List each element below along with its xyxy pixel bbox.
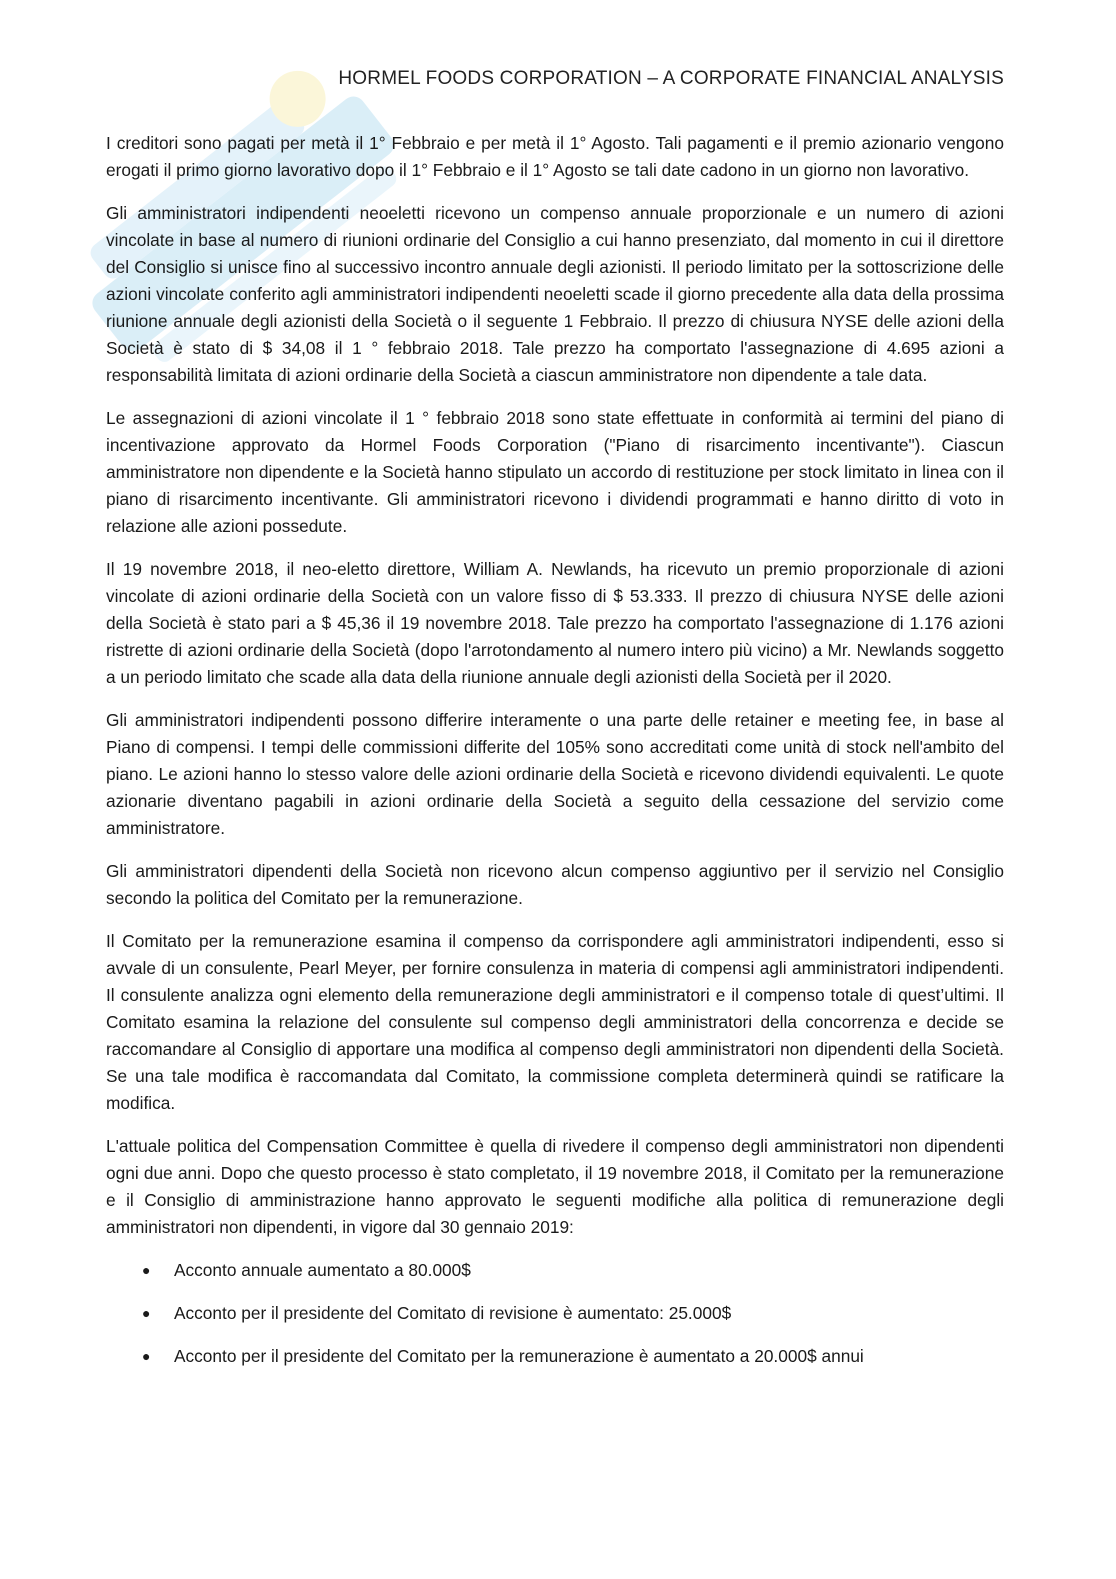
list-item xyxy=(106,1343,1004,1370)
bullet-icon: ● xyxy=(142,1262,151,1278)
paragraph: Gli amministratori indipendenti possono differire interamente o una parte delle retainer e meeting fee, in base al Piano di compensi. I tempi delle commissioni differite del 105% sono accreditati come unità di stock nell'ambito del piano. Le azioni hanno lo stesso valore delle azioni ordinarie della Società e ricevono dividendi equivalenti. Le quote azionarie diventano pagabili in azioni ordinarie della Società a seguito della cessazione del servizio come amministratore. xyxy=(106,710,1004,838)
list-item-text: Acconto per il presidente del Comitato di revisione è aumentato: 25.000$ xyxy=(174,1303,732,1323)
paragraph: Le assegnazioni di azioni vincolate il 1 ° febbraio 2018 sono state effettuate in conformità ai termini del piano di incentivazione approvato da Hormel Foods Corporation ("Piano di risarcimento incentivante"). Ciascun amministratore non dipendente e la Società hanno stipulato un accordo di restituzione per stock limitato in linea con il piano di risarcimento incentivante. Gli amministratori ricevono i dividendi programmati e hanno diritto di voto in relazione alle azioni possedute. xyxy=(106,408,1004,536)
paragraph: Il 19 novembre 2018, il neo-eletto direttore, William A. Newlands, ha ricevuto un premio proporzionale di azioni vincolate di azioni ordinarie della Società con un valore fisso di $ 53.333. Il prezzo di chiusura NYSE delle azioni della Società è stato pari a $ 45,36 il 19 novembre 2018. Tale prezzo ha comportato l'assegnazione di 1.176 azioni ristrette di azioni ordinarie della Società (dopo l'arrotondamento al numero intero più vicino) a Mr. Newlands soggetto a un periodo limitato che scade alla data della riunione annuale degli azionisti della Società per il 2020. xyxy=(106,559,1004,687)
bullet-list xyxy=(106,1257,1004,1370)
list-item-text: Acconto per il presidente del Comitato per la remunerazione è aumentato a 20.000$ annui xyxy=(174,1346,864,1366)
paragraph: L'attuale politica del Compensation Committee è quella di rivedere il compenso degli amministratori non dipendenti ogni due anni. Dopo che questo processo è stato completato, il 19 novembre 2018, il Comitato per la remunerazione e il Consiglio di amministrazione hanno approvato le seguenti modifiche alla politica di remunerazione degli amministratori non dipendenti, in vigore dal 30 gennaio 2019: xyxy=(106,1136,1004,1237)
paragraph: I creditori sono pagati per metà il 1° Febbraio e per metà il 1° Agosto. Tali pagamenti e il premio azionario vengono erogati il primo giorno lavorativo dopo il 1° Febbraio e il 1° Agosto se tali date cadono in un giorno non lavorativo. xyxy=(106,133,1004,180)
list-item xyxy=(106,1257,1004,1284)
bullet-icon: ● xyxy=(142,1305,151,1321)
list-item xyxy=(106,1300,1004,1327)
running-header: HORMEL FOODS CORPORATION – A CORPORATE FINANCIAL ANALYSIS xyxy=(338,68,1004,89)
bullet-icon: ● xyxy=(142,1348,151,1364)
paragraph: Il Comitato per la remunerazione esamina il compenso da corrispondere agli amministratori indipendenti, esso si avvale di un consulente, Pearl Meyer, per fornire consulenza in materia di compensi agli amministratori indipendenti. Il consulente analizza ogni elemento della remunerazione degli amministratori e il compenso totale di quest’ultimi. Il Comitato esamina la relazione del consulente sul compenso degli amministratori della concorrenza e decide se raccomandare al Consiglio di apportare una modifica al compenso degli amministratori non dipendenti della Società. Se una tale modifica è raccomandata dal Comitato, la commissione completa determinerà quindi se ratificare la modifica. xyxy=(106,931,1004,1113)
paragraph: Gli amministratori indipendenti neoeletti ricevono un compenso annuale proporzionale e un numero di azioni vincolate in base al numero di riunioni ordinarie del Consiglio a cui hanno presenziato, dal momento in cui il direttore del Consiglio si unisce fino al successivo incontro annuale degli azionisti. Il periodo limitato per la sottoscrizione delle azioni vincolate conferito agli amministratori indipendenti neoeletti scade il giorno precedente alla data della prossima riunione annuale degli azionisti della Società o il seguente 1 Febbraio. Il prezzo di chiusura NYSE delle azioni della Società è stato di $ 34,08 il 1 ° febbraio 2018. Tale prezzo ha comportato l'assegnazione di 4.695 azioni a responsabilità limitata di azioni ordinarie della Società a ciascun amministratore non dipendente a tale data. xyxy=(106,203,1004,385)
list-item-text: Acconto annuale aumentato a 80.000$ xyxy=(174,1260,471,1280)
document-body xyxy=(106,130,1004,1386)
paragraph: Gli amministratori dipendenti della Società non ricevono alcun compenso aggiuntivo per il servizio nel Consiglio secondo la politica del Comitato per la remunerazione. xyxy=(106,861,1004,908)
